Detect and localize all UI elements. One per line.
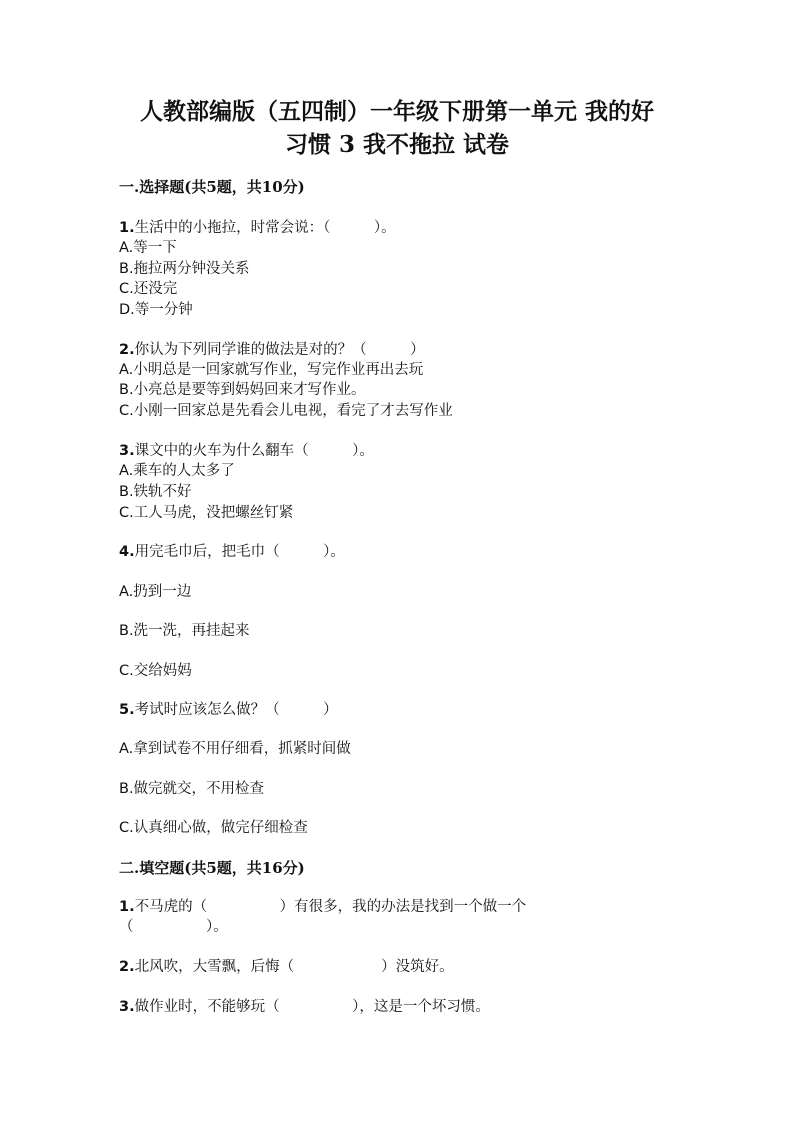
question-text: 考试时应该怎么做？（ ）: [134, 702, 338, 718]
option-3b: B.铁轨不好: [119, 484, 192, 500]
fill-question-2: [119, 957, 454, 977]
question-3: [119, 441, 374, 461]
question-2: [119, 340, 425, 360]
fill-question-1-cont: （ ）。: [119, 919, 228, 935]
question-number: 5.: [119, 702, 135, 718]
option-5c: C.认真细心做，做完仔细检查: [119, 820, 308, 836]
question-text: 做作业时，不能够玩（ ），这是一个坏习惯。: [134, 999, 490, 1015]
option-1a: A.等一下: [119, 240, 177, 256]
question-4: [119, 542, 345, 562]
option-3c: C.工人马虎，没把螺丝钉紧: [119, 505, 294, 521]
section-heading-choice: 一.选择题(共5题，共10分): [119, 178, 305, 196]
option-4b: B.洗一洗，再挂起来: [119, 623, 250, 639]
option-2c: C.小刚一回家总是先看会儿电视，看完了才去写作业: [119, 403, 453, 419]
question-number: 1.: [119, 899, 135, 915]
question-number: 2.: [119, 342, 135, 358]
fill-question-1: [119, 897, 526, 917]
option-1d: D.等一分钟: [119, 302, 193, 318]
option-1c: C.还没完: [119, 281, 178, 297]
question-text: 北风吹，大雪飘，后悔（ ）没筑好。: [134, 959, 454, 975]
option-4c: C.交给妈妈: [119, 663, 192, 679]
question-1: [119, 218, 396, 238]
option-5b: B.做完就交，不用检查: [119, 781, 265, 797]
question-number: 2.: [119, 959, 135, 975]
question-5: [119, 700, 338, 720]
question-text: 生活中的小拖拉，时常会说：（ ）。: [134, 220, 396, 236]
question-number: 1.: [119, 220, 135, 236]
page-title-line1: 人教部编版（五四制）一年级下册第一单元 我的好: [139, 98, 654, 125]
option-5a: A.拿到试卷不用仔细看，抓紧时间做: [119, 741, 351, 757]
option-1b: B.拖拉两分钟没关系: [119, 261, 250, 277]
question-text: 不马虎的（ ）有很多，我的办法是找到一个做一个: [134, 899, 527, 915]
option-3a: A.乘车的人太多了: [119, 463, 235, 479]
section-heading-fill: 二.填空题(共5题，共16分): [119, 859, 305, 877]
question-text: 你认为下列同学谁的做法是对的？（ ）: [134, 342, 425, 358]
fill-question-3: [119, 997, 490, 1017]
page-title-line2: 习惯 3 我不拖拉 试卷: [284, 131, 510, 158]
option-2b: B.小亮总是要等到妈妈回来才写作业。: [119, 382, 366, 398]
question-text: 用完毛巾后，把毛巾（ ）。: [134, 544, 345, 560]
question-number: 3.: [119, 443, 135, 459]
question-number: 3.: [119, 999, 135, 1015]
option-4a: A.扔到一边: [119, 584, 192, 600]
option-2a: A.小明总是一回家就写作业，写完作业再出去玩: [119, 362, 424, 378]
question-number: 4.: [119, 544, 135, 560]
question-text: 课文中的火车为什么翻车（ ）。: [134, 443, 374, 459]
